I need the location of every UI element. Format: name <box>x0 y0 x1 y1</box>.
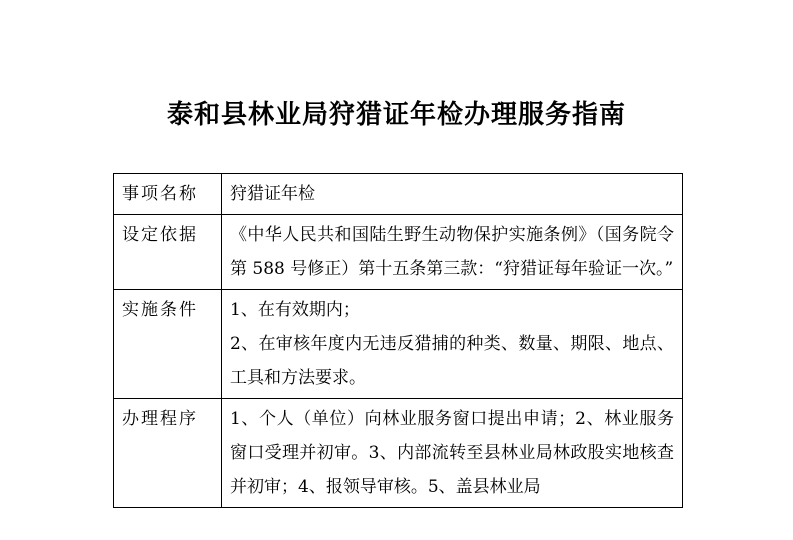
row-label-legal-basis: 设定依据 <box>114 215 222 290</box>
content-line: 1、在有效期内； <box>230 300 360 320</box>
table-row <box>114 290 683 399</box>
row-content-legal-basis <box>222 215 683 290</box>
document-title: 泰和县林业局狩猎证年检办理服务指南 <box>166 100 626 130</box>
content-line: 1、个人（单位）向林业服务窗口提出申请；2、林业服务窗口受理并初审。3、内部流转至县林业局林政股实地核查并初审；4、报领导审核。5、盖县林业局 <box>230 409 674 497</box>
row-content-conditions <box>222 290 683 399</box>
service-guide-table <box>113 173 683 508</box>
row-content-procedure <box>222 399 683 508</box>
row-label-item-name: 事项名称 <box>114 174 222 215</box>
table-row <box>114 399 683 508</box>
row-content-item-name <box>222 174 683 215</box>
content-line: 《中华人民共和国陆生野生动物保护实施条例》（国务院令第 588 号修正）第十五条第三款：“狩猎证每年验证一次。” <box>230 225 674 279</box>
table-row <box>114 215 683 290</box>
row-label-conditions: 实施条件 <box>114 290 222 399</box>
table-row <box>114 174 683 215</box>
content-line: 2、在审核年度内无违反猎捕的种类、数量、期限、地点、工具和方法要求。 <box>230 334 674 388</box>
row-label-procedure: 办理程序 <box>114 399 222 508</box>
content-line: 狩猎证年检 <box>230 184 315 204</box>
